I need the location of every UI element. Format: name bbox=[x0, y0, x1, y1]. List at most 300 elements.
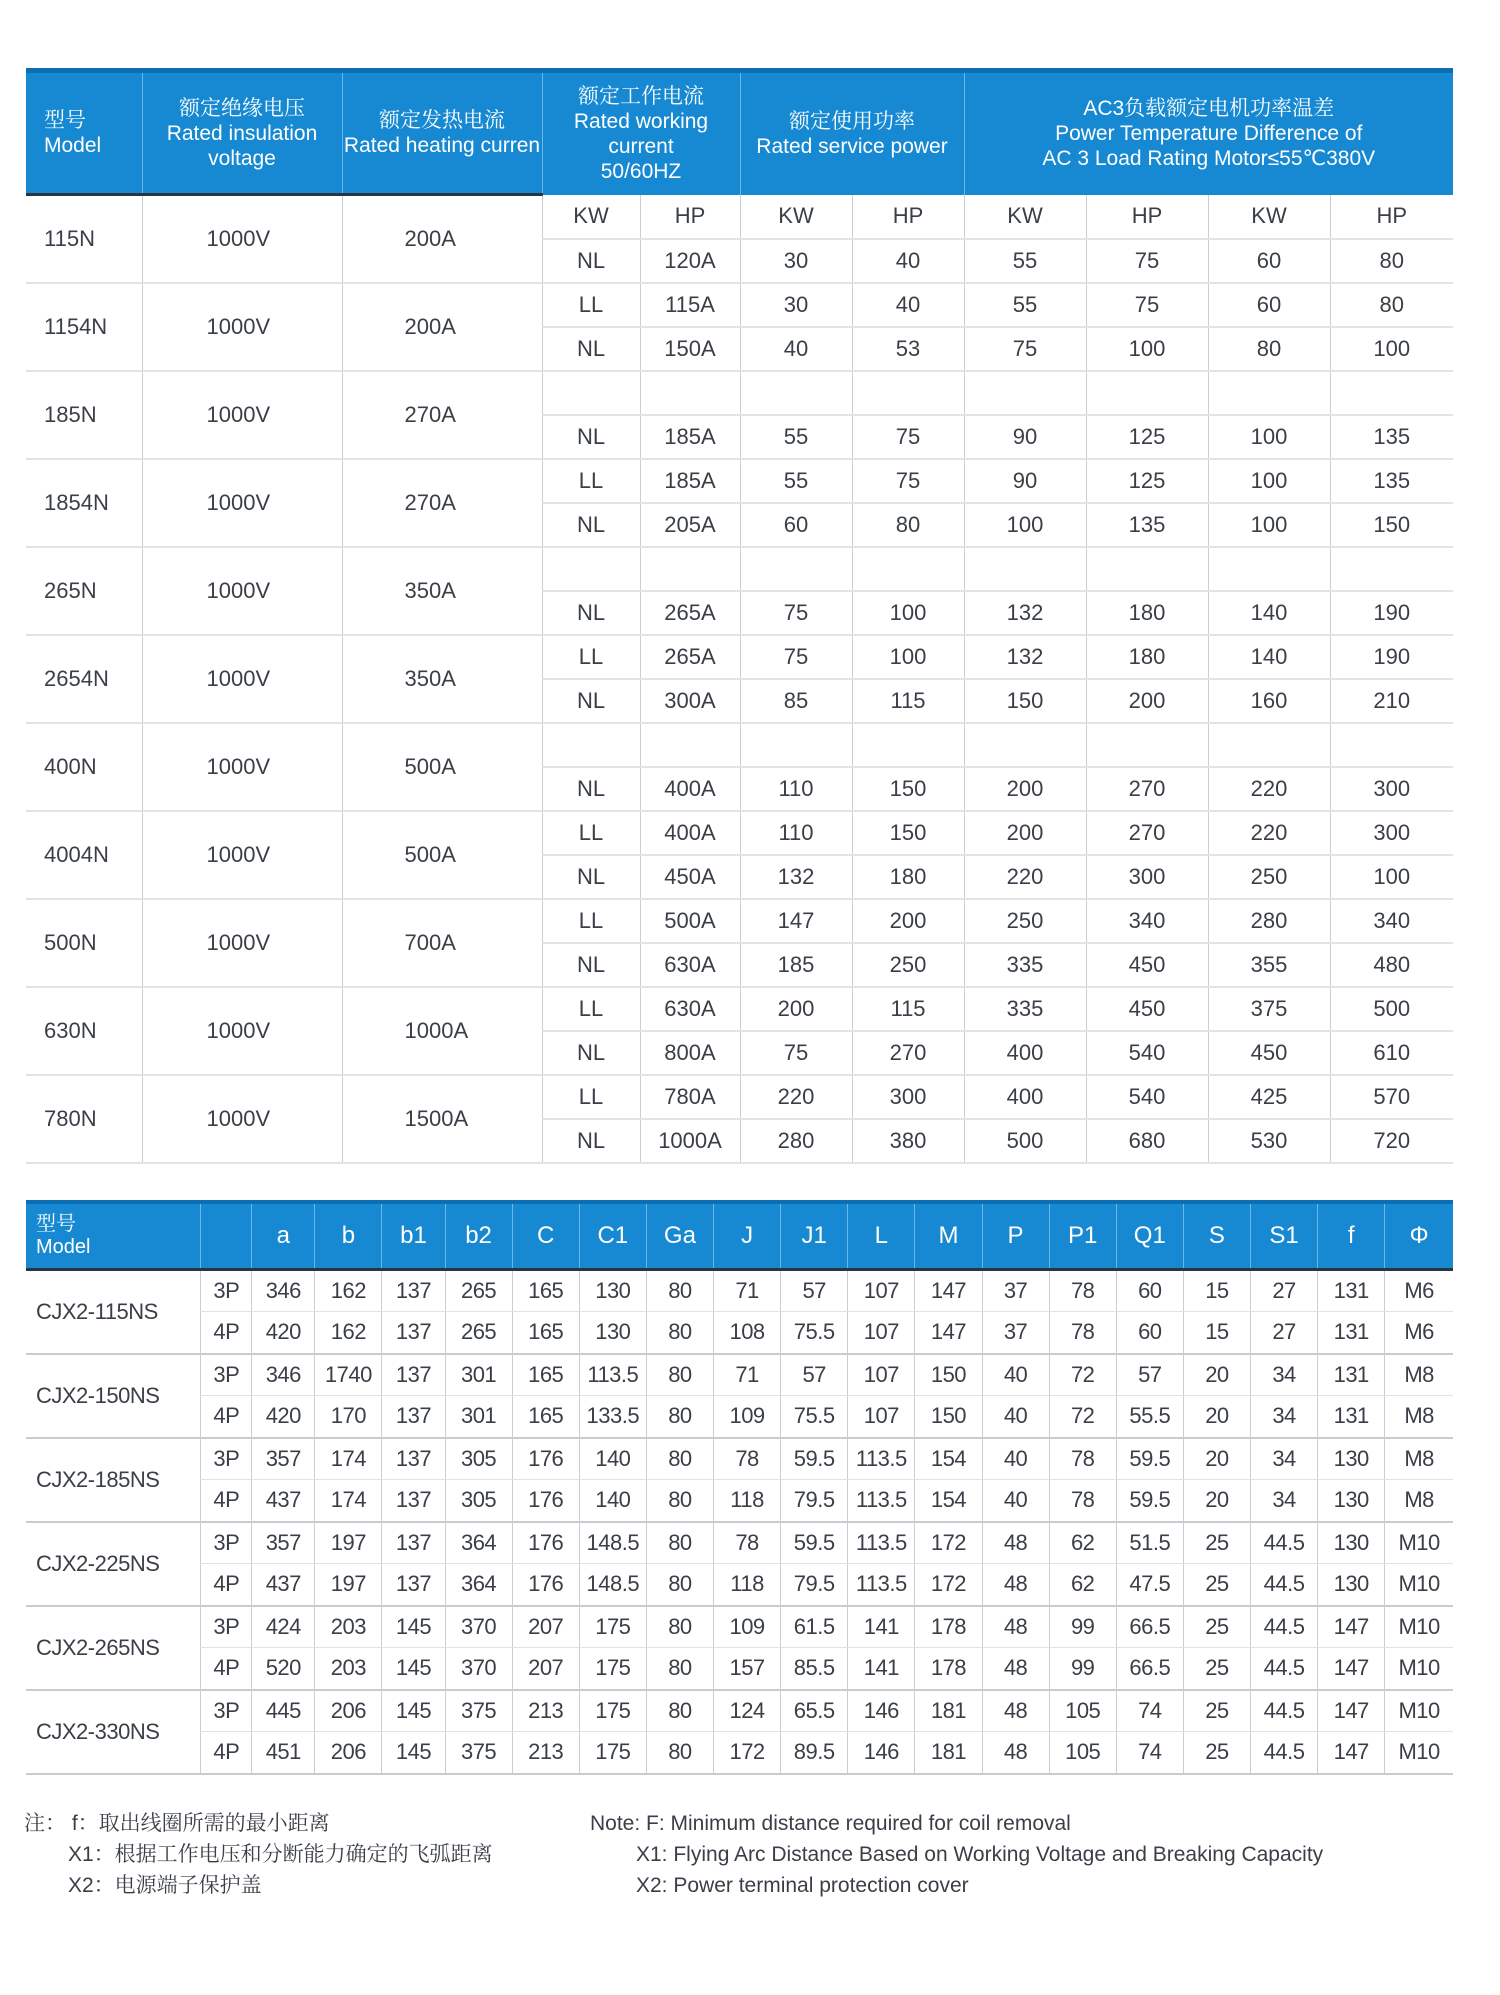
rating-value-cell: 300 bbox=[852, 1075, 964, 1119]
heating-cell: 350A bbox=[342, 635, 542, 723]
rating-value-cell bbox=[542, 723, 640, 767]
dimension-value-cell: 72 bbox=[1049, 1354, 1116, 1396]
rating-value-cell: 500A bbox=[640, 899, 740, 943]
dim-column-header: Φ bbox=[1385, 1202, 1453, 1270]
rating-value-cell: NL bbox=[542, 239, 640, 283]
dimension-value-cell: 44.5 bbox=[1251, 1606, 1318, 1648]
dimension-value-cell: 162 bbox=[315, 1312, 382, 1354]
dimensions-row bbox=[26, 1438, 1453, 1480]
dimension-value-cell: 445 bbox=[252, 1690, 315, 1732]
dimension-value-cell: 178 bbox=[915, 1648, 982, 1690]
rating-value-cell: NL bbox=[542, 855, 640, 899]
dimension-value-cell: 62 bbox=[1049, 1564, 1116, 1606]
dimension-value-cell: 145 bbox=[382, 1648, 445, 1690]
rating-value-cell: 500 bbox=[1330, 987, 1453, 1031]
rating-value-cell bbox=[1086, 371, 1208, 415]
dimension-value-cell: 78 bbox=[714, 1438, 781, 1480]
heating-cell: 500A bbox=[342, 811, 542, 899]
dimension-value-cell: 131 bbox=[1318, 1312, 1385, 1354]
dimension-value-cell: 150 bbox=[915, 1354, 982, 1396]
rating-value-cell: 132 bbox=[964, 635, 1086, 679]
pole-cell: 4P bbox=[201, 1648, 252, 1690]
dimension-value-cell: 78 bbox=[714, 1522, 781, 1564]
rating-value-cell bbox=[964, 547, 1086, 591]
dim-column-header: C bbox=[512, 1202, 579, 1270]
model-cell: 1154N bbox=[26, 283, 142, 371]
ratings-header-row bbox=[26, 71, 1453, 195]
voltage-cell: 1000V bbox=[142, 811, 342, 899]
ratings-row bbox=[26, 1075, 1453, 1119]
rating-value-cell: 90 bbox=[964, 459, 1086, 503]
header-model-en: Model bbox=[44, 134, 102, 157]
dimension-value-cell: 59.5 bbox=[1116, 1480, 1183, 1522]
dimension-value-cell: 170 bbox=[315, 1396, 382, 1438]
ratings-row bbox=[26, 723, 1453, 767]
rating-value-cell: 630A bbox=[640, 987, 740, 1031]
voltage-cell: 1000V bbox=[142, 371, 342, 459]
dimension-value-cell: 203 bbox=[315, 1606, 382, 1648]
rating-value-cell: 30 bbox=[740, 239, 852, 283]
dimension-value-cell: 71 bbox=[714, 1270, 781, 1312]
dim-column-header: J bbox=[714, 1202, 781, 1270]
rating-value-cell: 75 bbox=[1086, 283, 1208, 327]
dimension-value-cell: 34 bbox=[1251, 1438, 1318, 1480]
rating-value-cell: 720 bbox=[1330, 1119, 1453, 1163]
rating-value-cell: 150 bbox=[852, 767, 964, 811]
rating-value-cell: 220 bbox=[964, 855, 1086, 899]
dimension-value-cell: 48 bbox=[982, 1522, 1049, 1564]
rating-value-cell: NL bbox=[542, 679, 640, 723]
rating-value-cell bbox=[740, 371, 852, 415]
rating-value-cell: 150 bbox=[964, 679, 1086, 723]
rating-value-cell bbox=[640, 723, 740, 767]
header-heating-zh: 额定发热电流 bbox=[379, 109, 505, 132]
dimension-value-cell: 420 bbox=[252, 1396, 315, 1438]
dimension-value-cell: 124 bbox=[714, 1690, 781, 1732]
dimension-value-cell: 80 bbox=[646, 1522, 713, 1564]
dimension-value-cell: 47.5 bbox=[1116, 1564, 1183, 1606]
dimension-value-cell: 178 bbox=[915, 1606, 982, 1648]
rating-value-cell: 540 bbox=[1086, 1075, 1208, 1119]
dimension-value-cell: 137 bbox=[382, 1522, 445, 1564]
dimensions-row bbox=[26, 1270, 1453, 1312]
dimension-value-cell: 15 bbox=[1183, 1270, 1250, 1312]
dimension-value-cell: 147 bbox=[1318, 1648, 1385, 1690]
dimension-value-cell: 147 bbox=[1318, 1690, 1385, 1732]
heating-cell: 200A bbox=[342, 283, 542, 371]
rating-value-cell: 55 bbox=[740, 459, 852, 503]
dimension-value-cell: 130 bbox=[1318, 1438, 1385, 1480]
dimension-value-cell: 162 bbox=[315, 1270, 382, 1312]
dimension-value-cell: 206 bbox=[315, 1690, 382, 1732]
dimension-value-cell: 66.5 bbox=[1116, 1606, 1183, 1648]
dimension-value-cell: 75.5 bbox=[781, 1312, 848, 1354]
dim-column-header: b1 bbox=[382, 1202, 445, 1270]
rating-value-cell: LL bbox=[542, 635, 640, 679]
rating-value-cell: 250 bbox=[964, 899, 1086, 943]
notes-english bbox=[590, 1808, 1470, 1901]
header-model bbox=[26, 71, 142, 195]
rating-value-cell bbox=[542, 547, 640, 591]
dimension-value-cell: 165 bbox=[512, 1396, 579, 1438]
dimension-value-cell: 99 bbox=[1049, 1606, 1116, 1648]
dimension-value-cell: 130 bbox=[1318, 1522, 1385, 1564]
dimension-value-cell: 174 bbox=[315, 1438, 382, 1480]
header-voltage-zh: 额定绝缘电压 bbox=[179, 96, 305, 120]
dimension-value-cell: 137 bbox=[382, 1312, 445, 1354]
voltage-cell: 1000V bbox=[142, 547, 342, 635]
rating-value-cell: 500 bbox=[964, 1119, 1086, 1163]
rating-value-cell bbox=[1208, 547, 1330, 591]
rating-value-cell: LL bbox=[542, 459, 640, 503]
dimension-value-cell: 55.5 bbox=[1116, 1396, 1183, 1438]
note-zh-line-1: 注： f：取出线圈所需的最小距离 bbox=[24, 1812, 330, 1835]
rating-value-cell: 75 bbox=[1086, 239, 1208, 283]
dimension-value-cell: 175 bbox=[579, 1606, 646, 1648]
header-working-zh: 额定工作电流 bbox=[578, 84, 704, 108]
dimension-value-cell: 105 bbox=[1049, 1690, 1116, 1732]
rating-value-cell: 300 bbox=[1330, 767, 1453, 811]
header-ac3-en1: Power Temperature Difference of bbox=[1055, 122, 1363, 146]
header-voltage-en: Rated insulation voltage bbox=[166, 121, 318, 170]
dimension-value-cell: 78 bbox=[1049, 1312, 1116, 1354]
rating-value-cell: 205A bbox=[640, 503, 740, 547]
rating-value-cell: 220 bbox=[740, 1075, 852, 1119]
header-heating bbox=[342, 71, 542, 195]
header-model-zh: 型号 bbox=[44, 109, 86, 132]
rating-value-cell: HP bbox=[1086, 195, 1208, 239]
rating-value-cell: 680 bbox=[1086, 1119, 1208, 1163]
dimension-value-cell: 146 bbox=[848, 1690, 915, 1732]
dimension-value-cell: 44.5 bbox=[1251, 1564, 1318, 1606]
dimension-value-cell: 157 bbox=[714, 1648, 781, 1690]
header-voltage bbox=[142, 71, 342, 195]
rating-value-cell bbox=[1330, 723, 1453, 767]
dimension-value-cell: 48 bbox=[982, 1690, 1049, 1732]
pole-cell: 4P bbox=[201, 1312, 252, 1354]
heating-cell: 350A bbox=[342, 547, 542, 635]
dimension-value-cell: 113.5 bbox=[848, 1564, 915, 1606]
rating-value-cell: 570 bbox=[1330, 1075, 1453, 1119]
dimension-value-cell: 109 bbox=[714, 1396, 781, 1438]
rating-value-cell: 800A bbox=[640, 1031, 740, 1075]
dimension-value-cell: 172 bbox=[915, 1522, 982, 1564]
rating-value-cell: 75 bbox=[852, 459, 964, 503]
dimension-value-cell: 451 bbox=[252, 1732, 315, 1774]
rating-value-cell: 55 bbox=[964, 283, 1086, 327]
dimension-value-cell: 206 bbox=[315, 1732, 382, 1774]
dimension-value-cell: 107 bbox=[848, 1270, 915, 1312]
dimension-value-cell: 25 bbox=[1183, 1732, 1250, 1774]
dimensions-row bbox=[26, 1606, 1453, 1648]
header-heating-en: Rated heating curren bbox=[343, 134, 541, 157]
rating-value-cell: 100 bbox=[1330, 855, 1453, 899]
dim-column-header: P bbox=[982, 1202, 1049, 1270]
dimension-value-cell: 60 bbox=[1116, 1270, 1183, 1312]
rating-value-cell: 400 bbox=[964, 1031, 1086, 1075]
dimension-value-cell: 420 bbox=[252, 1312, 315, 1354]
rating-value-cell: 185A bbox=[640, 415, 740, 459]
rating-value-cell: 140 bbox=[1208, 591, 1330, 635]
rating-value-cell: 280 bbox=[740, 1119, 852, 1163]
dimension-value-cell: 137 bbox=[382, 1438, 445, 1480]
voltage-cell: 1000V bbox=[142, 899, 342, 987]
rating-value-cell: 450 bbox=[1208, 1031, 1330, 1075]
rating-value-cell: 375 bbox=[1208, 987, 1330, 1031]
rating-value-cell bbox=[964, 371, 1086, 415]
dimension-value-cell: 61.5 bbox=[781, 1606, 848, 1648]
dimension-value-cell: 146 bbox=[848, 1732, 915, 1774]
rating-value-cell: 140 bbox=[1208, 635, 1330, 679]
rating-value-cell: 110 bbox=[740, 811, 852, 855]
dimension-value-cell: 20 bbox=[1183, 1396, 1250, 1438]
rating-value-cell: 200 bbox=[964, 811, 1086, 855]
rating-value-cell: KW bbox=[1208, 195, 1330, 239]
note-zh-line-3: X2：电源端子保护盖 bbox=[68, 1874, 262, 1897]
dimension-value-cell: 62 bbox=[1049, 1522, 1116, 1564]
dimension-value-cell: 346 bbox=[252, 1354, 315, 1396]
rating-value-cell: 200 bbox=[964, 767, 1086, 811]
rating-value-cell: 30 bbox=[740, 283, 852, 327]
rating-value-cell: 480 bbox=[1330, 943, 1453, 987]
rating-value-cell: 75 bbox=[740, 635, 852, 679]
ratings-row bbox=[26, 547, 1453, 591]
dim-column-header: P1 bbox=[1049, 1202, 1116, 1270]
dim-column-header: f bbox=[1318, 1202, 1385, 1270]
model-cell: 630N bbox=[26, 987, 142, 1075]
dimension-value-cell: 80 bbox=[646, 1354, 713, 1396]
rating-value-cell: 100 bbox=[1208, 459, 1330, 503]
dimensions-row bbox=[26, 1354, 1453, 1396]
header-working-en: Rated working current bbox=[573, 109, 709, 158]
dimension-value-cell: 130 bbox=[1318, 1480, 1385, 1522]
dimension-value-cell: 57 bbox=[781, 1354, 848, 1396]
rating-value-cell bbox=[542, 371, 640, 415]
dimension-value-cell: 34 bbox=[1251, 1480, 1318, 1522]
rating-value-cell: 135 bbox=[1330, 459, 1453, 503]
rating-value-cell bbox=[740, 547, 852, 591]
dimension-value-cell: 140 bbox=[579, 1480, 646, 1522]
rating-value-cell: 270 bbox=[852, 1031, 964, 1075]
rating-value-cell: NL bbox=[542, 1119, 640, 1163]
dimension-value-cell: 137 bbox=[382, 1270, 445, 1312]
rating-value-cell: 180 bbox=[1086, 635, 1208, 679]
model-cell: 265N bbox=[26, 547, 142, 635]
rating-value-cell bbox=[964, 723, 1086, 767]
dimension-value-cell: 80 bbox=[646, 1564, 713, 1606]
rating-value-cell: 780A bbox=[640, 1075, 740, 1119]
dimension-value-cell: M6 bbox=[1385, 1270, 1453, 1312]
rating-value-cell: 340 bbox=[1330, 899, 1453, 943]
dim-header-model-en: Model bbox=[36, 1236, 91, 1258]
dimension-value-cell: 66.5 bbox=[1116, 1648, 1183, 1690]
rating-value-cell: 190 bbox=[1330, 635, 1453, 679]
dimension-value-cell: 131 bbox=[1318, 1354, 1385, 1396]
dimension-value-cell: 165 bbox=[512, 1312, 579, 1354]
dimension-value-cell: 213 bbox=[512, 1690, 579, 1732]
rating-value-cell: KW bbox=[964, 195, 1086, 239]
dimension-value-cell: 80 bbox=[646, 1732, 713, 1774]
model-cell: 1854N bbox=[26, 459, 142, 547]
rating-value-cell: 132 bbox=[740, 855, 852, 899]
dimensions-row bbox=[26, 1690, 1453, 1732]
rating-value-cell: 220 bbox=[1208, 767, 1330, 811]
dimensions-row bbox=[26, 1396, 1453, 1438]
pole-cell: 3P bbox=[201, 1522, 252, 1564]
dimension-value-cell: 80 bbox=[646, 1606, 713, 1648]
voltage-cell: 1000V bbox=[142, 987, 342, 1075]
rating-value-cell: KW bbox=[542, 195, 640, 239]
rating-value-cell bbox=[1208, 371, 1330, 415]
ratings-row bbox=[26, 811, 1453, 855]
dimension-value-cell: 165 bbox=[512, 1270, 579, 1312]
dimension-value-cell: 20 bbox=[1183, 1354, 1250, 1396]
rating-value-cell: 1000A bbox=[640, 1119, 740, 1163]
rating-value-cell: 335 bbox=[964, 987, 1086, 1031]
dimension-value-cell: 44.5 bbox=[1251, 1690, 1318, 1732]
dimension-value-cell: 346 bbox=[252, 1270, 315, 1312]
dimension-value-cell: M10 bbox=[1385, 1732, 1453, 1774]
dim-column-header: S bbox=[1183, 1202, 1250, 1270]
dimension-value-cell: 48 bbox=[982, 1648, 1049, 1690]
dimension-value-cell: 71 bbox=[714, 1354, 781, 1396]
dimensions-row bbox=[26, 1522, 1453, 1564]
dimension-value-cell: 176 bbox=[512, 1480, 579, 1522]
header-service-en: Rated service power bbox=[756, 134, 948, 158]
rating-value-cell: 200 bbox=[852, 899, 964, 943]
dimension-value-cell: 37 bbox=[982, 1312, 1049, 1354]
dimension-value-cell: M8 bbox=[1385, 1354, 1453, 1396]
model-cell: 500N bbox=[26, 899, 142, 987]
rating-value-cell: 220 bbox=[1208, 811, 1330, 855]
rating-value-cell: 100 bbox=[964, 503, 1086, 547]
dimension-value-cell: 437 bbox=[252, 1564, 315, 1606]
rating-value-cell: 300A bbox=[640, 679, 740, 723]
dimension-value-cell: 99 bbox=[1049, 1648, 1116, 1690]
pole-cell: 3P bbox=[201, 1438, 252, 1480]
rating-value-cell: 180 bbox=[1086, 591, 1208, 635]
rating-value-cell: NL bbox=[542, 415, 640, 459]
rating-value-cell: 100 bbox=[1330, 327, 1453, 371]
dimension-value-cell: 301 bbox=[445, 1396, 512, 1438]
rating-value-cell: 80 bbox=[1208, 327, 1330, 371]
rating-value-cell: 190 bbox=[1330, 591, 1453, 635]
dimension-value-cell: 80 bbox=[646, 1396, 713, 1438]
dimension-value-cell: 107 bbox=[848, 1312, 915, 1354]
dimension-value-cell: 118 bbox=[714, 1480, 781, 1522]
dimension-value-cell: 176 bbox=[512, 1438, 579, 1480]
dimension-value-cell: 34 bbox=[1251, 1354, 1318, 1396]
rating-value-cell: 280 bbox=[1208, 899, 1330, 943]
dimension-value-cell: 265 bbox=[445, 1312, 512, 1354]
pole-cell: 3P bbox=[201, 1270, 252, 1312]
dimension-value-cell: 301 bbox=[445, 1354, 512, 1396]
dimension-value-cell: 131 bbox=[1318, 1270, 1385, 1312]
header-service-zh: 额定使用功率 bbox=[789, 109, 915, 133]
dimension-value-cell: 109 bbox=[714, 1606, 781, 1648]
rating-value-cell: 100 bbox=[1208, 503, 1330, 547]
rating-value-cell bbox=[640, 371, 740, 415]
note-en-line-2: X1: Flying Arc Distance Based on Working Voltage and Breaking Capacity bbox=[636, 1843, 1324, 1866]
dimension-value-cell: 75.5 bbox=[781, 1396, 848, 1438]
rating-value-cell: 425 bbox=[1208, 1075, 1330, 1119]
heating-cell: 270A bbox=[342, 459, 542, 547]
model-cell: 4004N bbox=[26, 811, 142, 899]
rating-value-cell: 60 bbox=[1208, 283, 1330, 327]
voltage-cell: 1000V bbox=[142, 635, 342, 723]
dimension-value-cell: 141 bbox=[848, 1648, 915, 1690]
dimension-value-cell: 305 bbox=[445, 1480, 512, 1522]
note-en-line-3: X2: Power terminal protection cover bbox=[636, 1874, 969, 1897]
rating-value-cell: LL bbox=[542, 283, 640, 327]
dimension-value-cell: 137 bbox=[382, 1354, 445, 1396]
dimension-value-cell: 147 bbox=[915, 1270, 982, 1312]
rating-value-cell: 100 bbox=[1208, 415, 1330, 459]
rating-value-cell: 125 bbox=[1086, 459, 1208, 503]
rating-value-cell: NL bbox=[542, 503, 640, 547]
rating-value-cell: NL bbox=[542, 767, 640, 811]
dimension-value-cell: 113.5 bbox=[848, 1438, 915, 1480]
dim-column-header: a bbox=[252, 1202, 315, 1270]
pole-cell: 4P bbox=[201, 1564, 252, 1606]
dimension-value-cell: 59.5 bbox=[781, 1522, 848, 1564]
dimension-value-cell: 25 bbox=[1183, 1564, 1250, 1606]
dimension-value-cell: 80 bbox=[646, 1648, 713, 1690]
dimension-value-cell: 147 bbox=[1318, 1606, 1385, 1648]
header-ac3-en2: AC 3 Load Rating Motor≤55℃380V bbox=[1042, 147, 1376, 171]
rating-value-cell: NL bbox=[542, 591, 640, 635]
rating-value-cell: 185A bbox=[640, 459, 740, 503]
dimension-value-cell: 520 bbox=[252, 1648, 315, 1690]
dimensions-row bbox=[26, 1312, 1453, 1354]
rating-value-cell: 150 bbox=[1330, 503, 1453, 547]
dimension-value-cell: 357 bbox=[252, 1438, 315, 1480]
ratings-table bbox=[26, 68, 1453, 1164]
dimension-value-cell: 40 bbox=[982, 1396, 1049, 1438]
dimension-value-cell: 15 bbox=[1183, 1312, 1250, 1354]
dimension-value-cell: 107 bbox=[848, 1354, 915, 1396]
model-cell: 2654N bbox=[26, 635, 142, 723]
dimension-value-cell: 65.5 bbox=[781, 1690, 848, 1732]
rating-value-cell: 355 bbox=[1208, 943, 1330, 987]
rating-value-cell: 60 bbox=[740, 503, 852, 547]
header-ac3-zh: AC3负载额定电机功率温差 bbox=[1083, 97, 1335, 121]
dimension-value-cell: 147 bbox=[915, 1312, 982, 1354]
rating-value-cell bbox=[1208, 723, 1330, 767]
rating-value-cell: KW bbox=[740, 195, 852, 239]
rating-value-cell: 40 bbox=[740, 327, 852, 371]
dimension-value-cell: 89.5 bbox=[781, 1732, 848, 1774]
dimension-value-cell: 197 bbox=[315, 1522, 382, 1564]
dim-column-header: S1 bbox=[1251, 1202, 1318, 1270]
pole-cell: 4P bbox=[201, 1396, 252, 1438]
dim-column-header: C1 bbox=[579, 1202, 646, 1270]
dimension-value-cell: 265 bbox=[445, 1270, 512, 1312]
dimension-value-cell: 181 bbox=[915, 1690, 982, 1732]
dimensions-row bbox=[26, 1564, 1453, 1606]
dim-model-cell: CJX2-150NS bbox=[26, 1354, 201, 1438]
dimension-value-cell: 141 bbox=[848, 1606, 915, 1648]
rating-value-cell: 40 bbox=[852, 239, 964, 283]
dimension-value-cell: M6 bbox=[1385, 1312, 1453, 1354]
rating-value-cell: 265A bbox=[640, 635, 740, 679]
dimension-value-cell: 145 bbox=[382, 1690, 445, 1732]
rating-value-cell: 630A bbox=[640, 943, 740, 987]
dimension-value-cell: 27 bbox=[1251, 1270, 1318, 1312]
rating-value-cell: 55 bbox=[740, 415, 852, 459]
rating-value-cell: 540 bbox=[1086, 1031, 1208, 1075]
notes-chinese bbox=[24, 1808, 584, 1901]
